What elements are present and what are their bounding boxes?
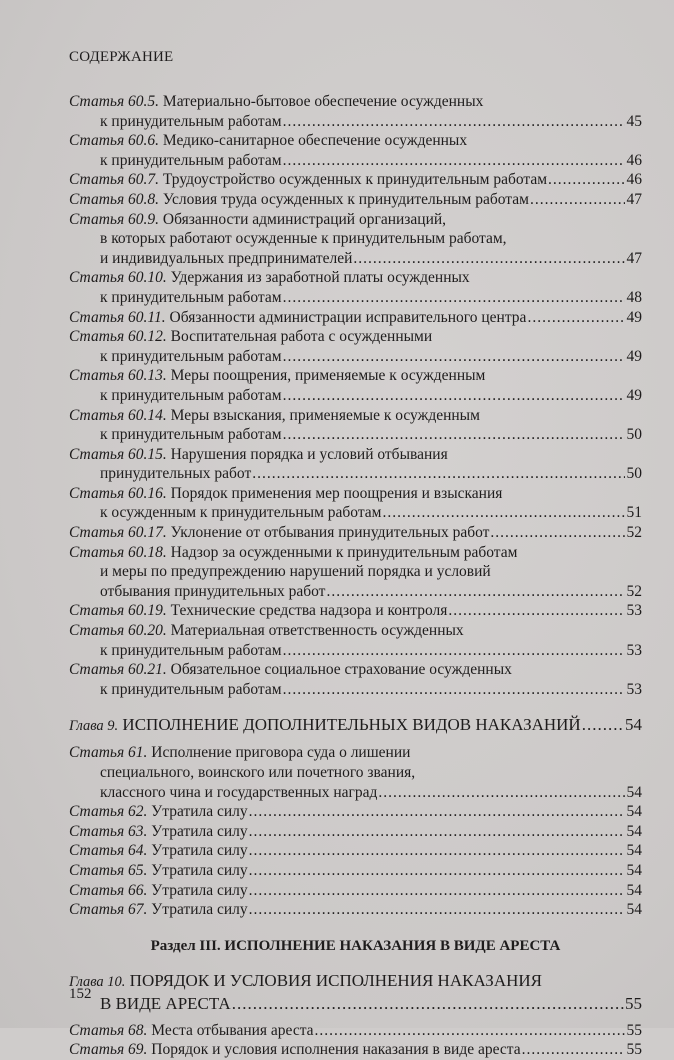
toc-entry-page: 55 xyxy=(625,993,642,1013)
toc-entry-label: Статья 60.5. xyxy=(69,93,160,110)
toc-entry-title: Утратила силу xyxy=(151,842,248,860)
toc-entry-title: Утратила силу xyxy=(151,861,248,879)
dot-leader xyxy=(283,680,625,700)
toc-entry-label: Статья 60.12. xyxy=(69,328,167,346)
dot-leader xyxy=(249,881,625,901)
toc-entry-title: к принудительным работам xyxy=(100,641,282,659)
dot-leader xyxy=(522,1040,625,1060)
toc-entry-page: 54 xyxy=(626,901,642,919)
toc-entry-label: Статья 62. xyxy=(69,803,148,821)
toc-entry-title: Утратила силу xyxy=(151,803,248,821)
toc-entry-line xyxy=(69,268,642,288)
toc-entry-label: Статья 63. xyxy=(69,822,148,840)
toc-group-chapter10-articles xyxy=(69,1021,642,1060)
toc-entry-title: Обязательное социальное страхование осужденных xyxy=(170,661,512,679)
toc-entry-line xyxy=(69,582,642,602)
toc-entry-title: к принудительным работам xyxy=(100,426,282,444)
dot-leader xyxy=(283,425,625,445)
toc-entry-title: Меры взыскания, применяемые к осужденным xyxy=(170,406,480,424)
toc-entry-line xyxy=(69,621,642,641)
toc-entry-page: 49 xyxy=(626,347,642,365)
toc-entry-label: Статья 69. xyxy=(69,1041,148,1059)
toc-entry-line xyxy=(69,170,642,190)
toc-entry-page: 54 xyxy=(626,881,642,899)
toc-group-chapter9-articles xyxy=(69,743,642,919)
toc-entry-label: Статья 60.18. xyxy=(69,543,167,561)
toc-entry-line xyxy=(69,347,642,367)
dot-leader xyxy=(283,112,625,132)
dot-leader xyxy=(283,386,625,406)
toc-entry[interactable] xyxy=(69,900,642,920)
toc-entry-page: 49 xyxy=(626,386,642,404)
toc-entry-page: 54 xyxy=(626,822,642,840)
toc-entry[interactable] xyxy=(69,1021,642,1041)
toc-entry-title: к осужденным к принудительным работам xyxy=(100,504,382,522)
toc-entry-page: 46 xyxy=(626,171,642,189)
toc-entry-label: Статья 60.20. xyxy=(69,622,167,640)
toc-entry-title: Нарушения порядка и условий отбывания xyxy=(170,445,448,463)
toc-entry-page: 53 xyxy=(626,602,642,620)
toc-entry-page: 45 xyxy=(626,112,642,130)
toc-entry[interactable] xyxy=(69,621,642,660)
toc-entry-title: к принудительным работам xyxy=(100,347,282,365)
toc-entry-page: 54 xyxy=(626,861,642,879)
toc-entry-title: Материально-бытовое обеспечение осужденных xyxy=(162,93,484,110)
toc-entry[interactable] xyxy=(69,601,642,621)
toc-entry-line xyxy=(69,841,642,861)
toc-entry-line xyxy=(69,484,642,504)
toc-entry[interactable] xyxy=(69,366,642,405)
toc-entry-page: 53 xyxy=(626,680,642,698)
toc-entry-line xyxy=(69,543,642,563)
toc-entry-title: к принудительным работам xyxy=(100,151,282,169)
toc-entry-line xyxy=(69,425,642,445)
toc-entry[interactable] xyxy=(69,210,642,269)
toc-entry-label: Статья 60.6. xyxy=(69,132,160,150)
toc-entry-page: 54 xyxy=(626,842,642,860)
toc-entry-label: Статья 60.14. xyxy=(69,406,167,424)
toc-entry-label: Статья 66. xyxy=(69,881,148,899)
toc-entry-line xyxy=(69,861,642,881)
toc-entry-page: 54 xyxy=(625,715,642,735)
dot-leader xyxy=(283,641,625,661)
toc-chapter-10[interactable] xyxy=(69,970,642,1015)
toc-entry-line xyxy=(69,970,642,993)
toc-entry[interactable] xyxy=(69,268,642,307)
toc-entry-line xyxy=(69,641,642,661)
toc-entry-title: к принудительным работам xyxy=(100,386,282,404)
toc-entry-title: специального, воинского или почетного звания, xyxy=(100,764,416,781)
toc-entry-line xyxy=(69,601,642,621)
toc-entry[interactable] xyxy=(69,131,642,170)
toc-entry[interactable] xyxy=(69,406,642,445)
toc-entry-label: Статья 60.21. xyxy=(69,661,167,679)
toc-entry-line xyxy=(69,562,642,582)
toc-entry-title: ПОРЯДОК И УСЛОВИЯ ИСПОЛНЕНИЯ НАКАЗАНИЯ xyxy=(129,970,542,990)
toc-entry-label: Статья 68. xyxy=(69,1021,148,1039)
toc-entry-line xyxy=(69,190,642,210)
toc-entry-title: Утратила силу xyxy=(151,881,248,899)
toc-entry[interactable] xyxy=(69,802,642,822)
dot-leader xyxy=(249,841,625,861)
toc-entry-title: Исполнение приговора суда о лишении xyxy=(151,744,411,762)
toc-entry-label: Статья 60.9. xyxy=(69,210,160,228)
toc-entry[interactable] xyxy=(69,170,642,190)
toc-entry-label: Статья 60.16. xyxy=(69,484,167,502)
toc-entry-title: Уклонение от отбывания принудительных работ xyxy=(170,524,490,542)
toc-entry-label: Глава 10. xyxy=(69,973,126,990)
toc-entry-line xyxy=(69,900,642,920)
toc-entry-label: Статья 60.17. xyxy=(69,524,167,542)
dot-leader xyxy=(353,249,625,269)
toc-entry[interactable] xyxy=(69,841,642,861)
toc-entry-title: Материальная ответственность осужденных xyxy=(170,622,464,640)
toc-entry-title: Воспитательная работа с осужденными xyxy=(170,328,433,346)
toc-entry[interactable] xyxy=(69,881,642,901)
toc-entry[interactable] xyxy=(69,308,642,328)
toc-entry-line xyxy=(69,210,642,230)
toc-entry-line xyxy=(69,763,642,783)
dot-leader xyxy=(249,802,625,822)
toc-entry-page: 49 xyxy=(626,308,642,326)
page-number: 152 xyxy=(69,986,92,1002)
toc-entry-line xyxy=(69,112,642,132)
toc-entry-title: Обязанности администрации исправительного центра xyxy=(169,308,527,326)
toc-entry-page: 47 xyxy=(626,249,642,267)
toc-entry-title: Условия труда осужденных к принудительным работам xyxy=(162,190,529,208)
toc-entry-line xyxy=(69,783,642,803)
toc-entry-page: 52 xyxy=(626,582,642,600)
toc-entry-page: 55 xyxy=(626,1021,642,1039)
dot-leader xyxy=(249,861,625,881)
toc-entry-title: Удержания из заработной платы осужденных xyxy=(170,269,470,287)
dot-leader xyxy=(582,714,624,736)
toc-entry-label: Статья 60.13. xyxy=(69,367,167,385)
toc-entry-title: ИСПОЛНЕНИЕ ДОПОЛНИТЕЛЬНЫХ ВИДОВ НАКАЗАНИЙ xyxy=(122,715,581,735)
toc-entry-title: В ВИДЕ АРЕСТА xyxy=(100,993,231,1013)
toc-entry[interactable] xyxy=(69,523,642,543)
toc-entry-title: Утратила силу xyxy=(151,901,248,919)
dot-leader xyxy=(527,308,625,328)
toc-entry-line xyxy=(69,1040,642,1060)
table-of-contents xyxy=(69,92,642,1060)
toc-entry-line xyxy=(69,92,642,112)
toc-entry[interactable] xyxy=(69,861,642,881)
toc-entry-title: классного чина и государственных наград xyxy=(100,783,378,801)
toc-entry-title: Места отбывания ареста xyxy=(151,1021,314,1039)
dot-leader xyxy=(530,190,625,210)
toc-entry-title: Технические средства надзора и контроля xyxy=(170,602,448,620)
toc-entry-line xyxy=(69,366,642,386)
toc-entry-title: Меры поощрения, применяемые к осужденным xyxy=(170,367,486,385)
toc-entry-line xyxy=(69,464,642,484)
toc-entry-page: 48 xyxy=(626,288,642,306)
dot-leader xyxy=(448,601,625,621)
toc-entry[interactable] xyxy=(69,445,642,484)
toc-entry-page: 52 xyxy=(626,524,642,542)
toc-entry-label: Статья 64. xyxy=(69,842,148,860)
toc-entry-page: 53 xyxy=(626,641,642,659)
toc-entry-label: Статья 60.15. xyxy=(69,445,167,463)
toc-entry-title: к принудительным работам xyxy=(100,288,282,306)
toc-entry-line xyxy=(69,249,642,269)
toc-entry-page: 54 xyxy=(626,803,642,821)
toc-entry-line xyxy=(69,406,642,426)
toc-group-chapter8-articles xyxy=(69,92,642,699)
dot-leader xyxy=(249,900,625,920)
toc-entry[interactable] xyxy=(69,327,642,366)
toc-entry-page: 50 xyxy=(626,426,642,444)
toc-entry-line xyxy=(69,386,642,406)
toc-entry-line xyxy=(69,503,642,523)
toc-entry[interactable] xyxy=(69,1040,642,1060)
toc-entry-line xyxy=(69,151,642,171)
dot-leader xyxy=(378,783,625,803)
toc-entry-page: 46 xyxy=(626,151,642,169)
toc-entry-title: Медико-санитарное обеспечение осужденных xyxy=(162,132,468,150)
toc-entry-line xyxy=(69,993,642,1015)
toc-entry-line xyxy=(69,131,642,151)
toc-entry[interactable] xyxy=(69,822,642,842)
dot-leader xyxy=(382,503,625,523)
toc-entry-line xyxy=(69,881,642,901)
dot-leader xyxy=(249,822,625,842)
dot-leader xyxy=(548,170,625,190)
toc-entry[interactable] xyxy=(69,484,642,523)
toc-entry-title: Обязанности администраций организаций, xyxy=(162,210,447,228)
toc-entry-label: Статья 67. xyxy=(69,901,148,919)
toc-entry[interactable] xyxy=(69,92,642,131)
toc-entry-title: Порядок применения мер поощрения и взыскания xyxy=(170,484,503,502)
dot-leader xyxy=(283,288,625,308)
toc-entry[interactable] xyxy=(69,543,642,602)
dot-leader xyxy=(326,582,625,602)
toc-entry-title: и меры по предупреждению нарушений порядка и условий xyxy=(100,563,491,581)
toc-entry-title: принудительных работ xyxy=(100,465,252,483)
toc-entry-title: отбывания принудительных работ xyxy=(100,582,326,600)
toc-entry-line xyxy=(69,822,642,842)
toc-entry-line xyxy=(69,229,642,249)
toc-entry-line xyxy=(69,743,642,763)
toc-section-3[interactable]: Раздел III. ИСПОЛНЕНИЕ НАКАЗАНИЯ В ВИДЕ АРЕСТА xyxy=(150,937,561,954)
dot-leader xyxy=(283,347,625,367)
toc-entry-line xyxy=(69,802,642,822)
toc-entry-page: 47 xyxy=(626,190,642,208)
dot-leader xyxy=(232,993,624,1015)
toc-entry-label: Статья 60.11. xyxy=(69,308,166,326)
toc-entry-label: Глава 9. xyxy=(69,718,119,735)
toc-entry-page: 55 xyxy=(626,1041,642,1059)
toc-entry-line xyxy=(69,660,642,680)
toc-entry-label: Статья 60.8. xyxy=(69,190,160,208)
toc-entry-label: Статья 60.19. xyxy=(69,602,167,620)
toc-entry-page: 54 xyxy=(626,783,642,801)
toc-entry-line xyxy=(69,1021,642,1041)
toc-entry-title: Утратила силу xyxy=(151,822,248,840)
dot-leader xyxy=(315,1021,625,1041)
dot-leader xyxy=(490,523,625,543)
toc-entry-title: и индивидуальных предпринимателей xyxy=(100,249,353,267)
toc-entry-line xyxy=(69,523,642,543)
toc-entry-line xyxy=(69,308,642,328)
dot-leader xyxy=(252,464,625,484)
toc-entry-label: Статья 60.7. xyxy=(69,171,160,189)
toc-entry-title: Надзор за осужденными к принудительным работам xyxy=(170,543,518,561)
toc-entry-line xyxy=(69,680,642,700)
toc-chapter-9[interactable] xyxy=(69,714,642,737)
running-head: СОДЕРЖАНИЕ xyxy=(69,49,174,65)
toc-entry-title: к принудительным работам xyxy=(100,112,282,130)
toc-entry-page: 51 xyxy=(626,504,642,522)
toc-entry-page: 50 xyxy=(626,465,642,483)
toc-entry-line xyxy=(69,327,642,347)
toc-entry[interactable] xyxy=(69,190,642,210)
toc-entry-title: к принудительным работам xyxy=(100,680,282,698)
toc-entry-label: Статья 61. xyxy=(69,744,148,762)
toc-entry-line xyxy=(69,445,642,465)
toc-entry[interactable] xyxy=(69,660,642,699)
toc-entry-title: Порядок и условия исполнения наказания в виде ареста xyxy=(151,1041,521,1059)
toc-entry-line xyxy=(69,288,642,308)
toc-entry-title: в которых работают осужденные к принудительным работам, xyxy=(100,230,507,248)
toc-entry-title: Трудоустройство осужденных к принудительным работам xyxy=(162,171,548,189)
toc-entry-label: Статья 65. xyxy=(69,861,148,879)
toc-entry[interactable] xyxy=(69,743,642,802)
dot-leader xyxy=(283,151,625,171)
toc-entry-label: Статья 60.10. xyxy=(69,269,167,287)
toc-entry-line xyxy=(69,714,642,737)
